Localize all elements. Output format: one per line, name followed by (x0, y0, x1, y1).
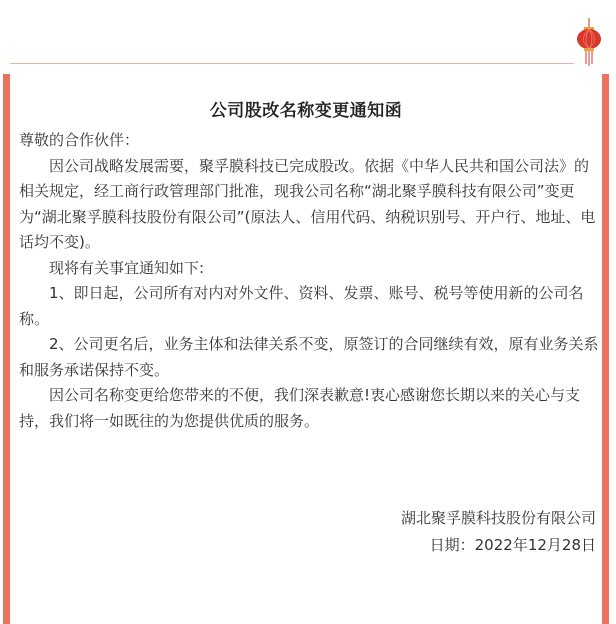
notice-title: 公司股改名称变更通知函 (209, 101, 403, 121)
signature-date: 日期：2022年12月28日 (429, 536, 596, 554)
paragraph-item-1: 1、即日起，公司所有对内对外文件、资料、发票、账号、税号等使用新的公司名称。 (19, 284, 584, 328)
signature-company: 湖北聚孚膜科技股份有限公司 (400, 509, 596, 527)
signature-block (401, 505, 596, 559)
paragraph-notice-heading: 现将有关事宜通知如下: (49, 258, 205, 277)
paragraph-intro: 因公司战略发展需要，聚孚膜科技已完成股改。依据《中华人民共和国公司法》的相关规定，经工商行政管理部门批准，现我公司名称“湖北聚孚膜科技有限公司”变更为“湖北聚孚膜科技股份有限公司”(原法人、信用代码、纳税识别号、开户行、地址、电话均不变)。 (19, 156, 596, 251)
salutation: 尊敬的合作伙伴： (19, 131, 140, 149)
notice-body (19, 128, 599, 434)
lantern-icon (574, 18, 604, 74)
paragraph-closing: 因公司名称变更给您带来的不便，我们深表歉意!衷心感谢您长期以来的关心与支持，我们将一如既往的为您提供优质的服务。 (19, 386, 581, 430)
header-divider (10, 63, 574, 64)
paragraph-item-2: 2、公司更名后，业务主体和法律关系不变，原签订的合同继续有效，原有业务关系和服务承诺保持不变。 (19, 335, 599, 379)
